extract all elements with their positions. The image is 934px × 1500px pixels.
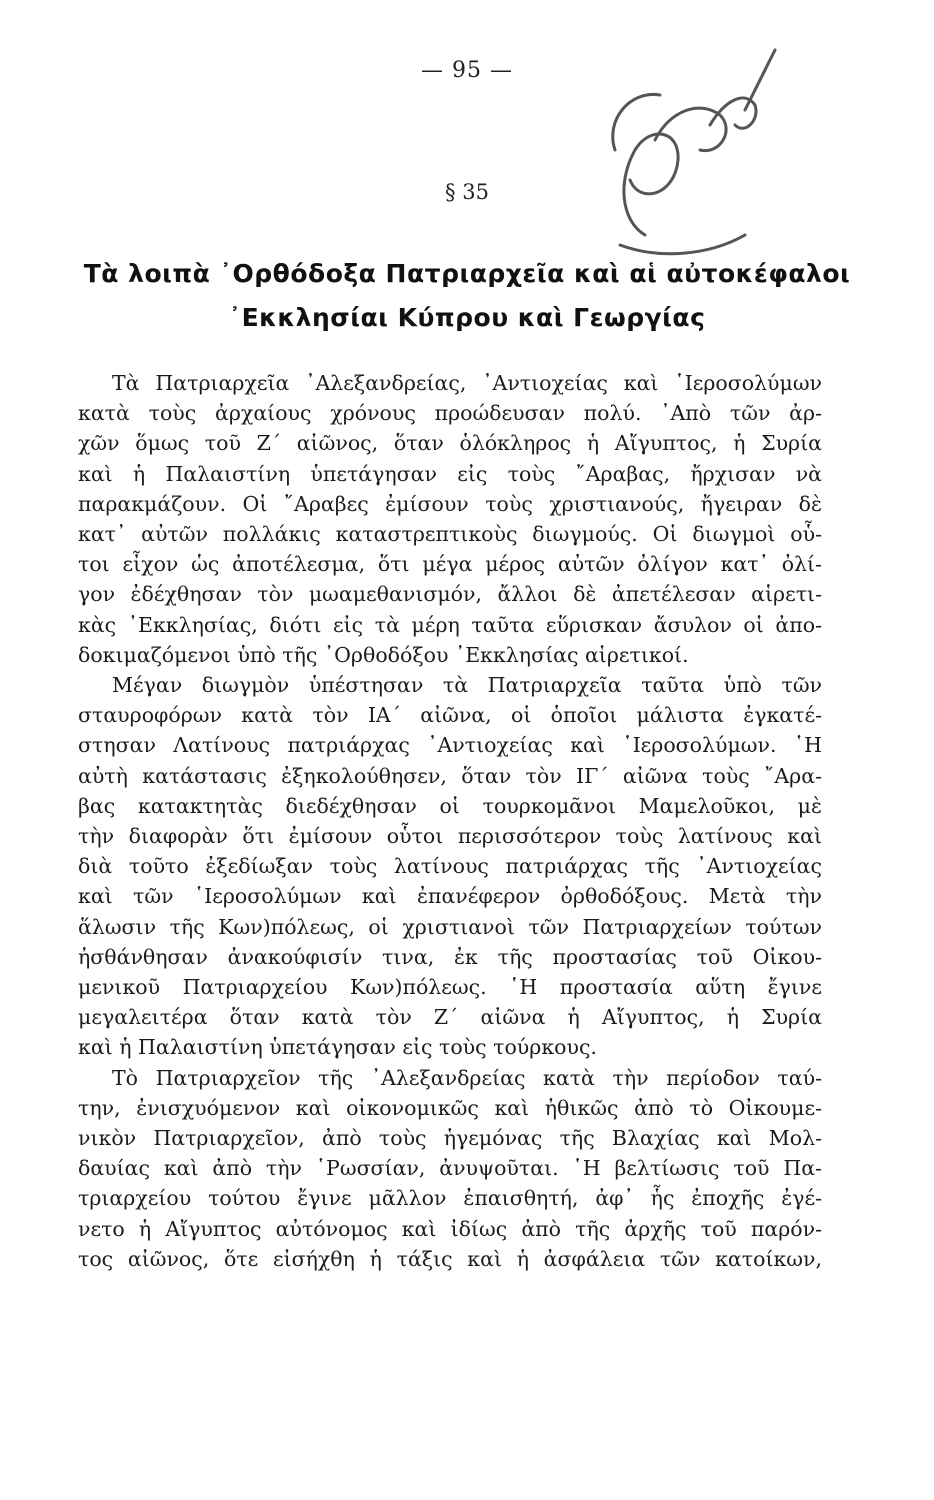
text-line: καὶ ἡ Παλαιστίνη ὑπετάγησαν εἰς τοὺς ῎Αραβας, ἤρχισαν νὰ	[78, 461, 822, 486]
section-number: § 35	[445, 180, 489, 204]
text-line: ἠσθάνθησαν ἀνακούφισίν τινα, ἐκ τῆς προστασίας τοῦ Οἰκου-	[78, 944, 822, 969]
text-line: στησαν Λατίνους πατριάρχας ᾿Αντιοχείας καὶ ῾Ιεροσολύμων. ῾Η	[78, 733, 822, 758]
text-line: μενικοῦ Πατριαρχείου Κων)πόλεως. ῾Η προστασία αὕτη ἔγινε	[78, 975, 822, 1000]
text-line: καὶ ἡ Παλαιστίνη ὑπετάγησαν εἰς τοὺς τούρκους.	[78, 1035, 597, 1060]
text-line: σταυροφόρων κατὰ τὸν ΙΑ΄ αἰῶνα, οἱ ὁποῖοι μάλιστα ἐγκατέ-	[78, 703, 822, 728]
text-line: τριαρχείου τούτου ἔγινε μᾶλλον ἐπαισθητή, ἀφ᾿ ἧς ἐποχῆς ἐγέ-	[78, 1186, 822, 1211]
text-line: τοι εἶχον ὡς ἀποτέλεσμα, ὅτι μέγα μέρος αὐτῶν ὀλίγον κατ᾿ ὀλί-	[78, 552, 822, 577]
text-line: διὰ τοῦτο ἐξεδίωξαν τοὺς λατίνους πατριάρχας τῆς ᾿Αντιοχείας	[78, 854, 822, 879]
paragraph-1	[78, 368, 822, 670]
chapter-title-line-2: ᾿Εκκλησίαι Κύπρου καὶ Γεωργίας	[228, 303, 706, 332]
text-line: κατ᾿ αὐτῶν πολλάκις καταστρεπτικοὺς διωγμούς. Οἱ διωγμοὶ οὗ-	[78, 522, 822, 547]
text-line: δοκιμαζόμενοι ὑπὸ τῆς ᾿Ορθοδόξου ᾿Εκκλησίας αἱρετικοί.	[78, 642, 689, 667]
text-line: δαυίας καὶ ἀπὸ τὴν ῾Ρωσσίαν, ἀνυψοῦται. ῾Η βελτίωσις τοῦ Πα-	[78, 1156, 822, 1181]
text-line: καὶ τῶν ῾Ιεροσολύμων καὶ ἐπανέφερον ὀρθοδόξους. Μετὰ τὴν	[78, 884, 822, 909]
chapter-title	[60, 252, 874, 340]
chapter-title-line-1: Τὰ λοιπὰ ᾿Ορθόδοξα Πατριαρχεῖα καὶ αἱ αὐτοκέφαλοι	[83, 259, 851, 288]
text-line: νετο ἡ Αἴγυπτος αὐτόνομος καὶ ἰδίως ἀπὸ τῆς ἀρχῆς τοῦ παρόν-	[78, 1216, 822, 1241]
paragraph-2	[78, 670, 822, 1063]
text-line: τὴν διαφορὰν ὅτι ἐμίσουν οὗτοι περισσότερον τοὺς λατίνους καὶ	[78, 824, 822, 849]
text-line: κὰς ᾿Εκκλησίας, διότι εἰς τὰ μέρη ταῦτα εὕρισκαν ἄσυλον οἱ ἀπο-	[78, 612, 822, 637]
text-line: γον ἐδέχθησαν τὸν μωαμεθανισμόν, ἄλλοι δὲ ἀπετέλεσαν αἱρετι-	[78, 582, 822, 607]
text-line: Τὸ Πατριαρχεῖον τῆς ᾿Αλεξανδρείας κατὰ τὴν περίοδον ταύ-	[112, 1065, 822, 1090]
body-text	[78, 368, 822, 1274]
text-line: αὐτὴ κατάστασις ἐξηκολούθησεν, ὅταν τὸν ΙΓ΄ αἰῶνα τοὺς ῎Αρα-	[78, 763, 822, 788]
page-number: — 95 —	[421, 58, 513, 83]
text-line: κατὰ τοὺς ἀρχαίους χρόνους προώδευσαν πολύ. ᾿Απὸ τῶν ἀρ-	[78, 401, 822, 426]
paragraph-3	[78, 1063, 822, 1274]
text-line: παρακμάζουν. Οἱ ῎Αραβες ἐμίσουν τοὺς χριστιανούς, ἤγειραν δὲ	[78, 491, 822, 516]
text-line: βας κατακτητὰς διεδέχθησαν οἱ τουρκομᾶνοι Μαμελοῦκοι, μὲ	[78, 793, 822, 818]
text-line: νικὸν Πατριαρχεῖον, ἀπὸ τοὺς ἡγεμόνας τῆς Βλαχίας καὶ Μολ-	[78, 1126, 822, 1151]
text-line: μεγαλειτέρα ὅταν κατὰ τὸν Ζ΄ αἰῶνα ἡ Αἴγυπτος, ἡ Συρία	[78, 1005, 822, 1030]
text-line: χῶν ὅμως τοῦ Ζ΄ αἰῶνος, ὅταν ὁλόκληρος ἡ Αἴγυπτος, ἡ Συρία	[78, 431, 822, 456]
text-line: Τὰ Πατριαρχεῖα ᾿Αλεξανδρείας, ᾿Αντιοχείας καὶ ῾Ιεροσολύμων	[112, 371, 822, 395]
text-line: Μέγαν διωγμὸν ὑπέστησαν τὰ Πατριαρχεῖα ταῦτα ὑπὸ τῶν	[112, 673, 822, 698]
text-line: τος αἰῶνος, ὅτε εἰσήχθη ἡ τάξις καὶ ἡ ἀσφάλεια τῶν κατοίκων,	[78, 1246, 822, 1271]
text-line: την, ἐνισχυόμενον καὶ οἰκονομικῶς καὶ ἠθικῶς ἀπὸ τὸ Οἰκουμε-	[78, 1095, 822, 1120]
text-line: ἅλωσιν τῆς Κων)πόλεως, οἱ χριστιανοὶ τῶν Πατριαρχείων τούτων	[78, 914, 822, 939]
